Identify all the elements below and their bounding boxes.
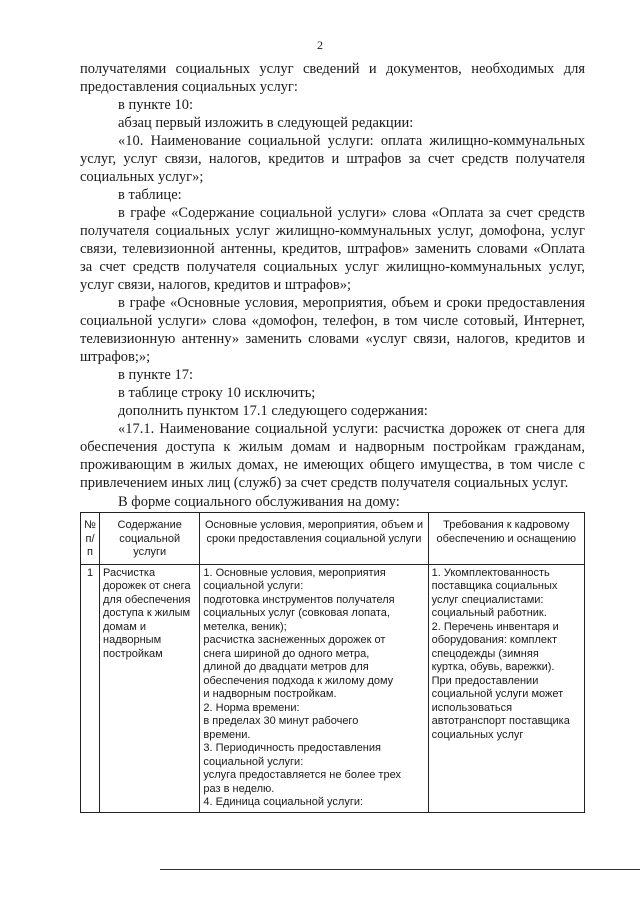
paragraph: получателями социальных услуг сведений и документов, необходимых для предоставления социальных услуг:: [80, 61, 585, 95]
cell-line: и надворным постройкам.: [203, 688, 337, 700]
cell-line: 2. Норма времени:: [203, 701, 300, 714]
cell-line: снега шириной до одного метра,: [203, 647, 370, 660]
cell-line: раз в неделю.: [203, 782, 275, 795]
header-num: № п/п: [81, 513, 100, 565]
cell-line: социальных услуг (совковая лопата,: [203, 607, 390, 619]
paragraph: дополнить пунктом 17.1 следующего содержания:: [118, 403, 428, 419]
paragraph: в графе «Содержание социальной услуги» слова «Оплата за счет средств получателя социальных услуг жилищно-коммунальных услуг, домофона, услуг связи, телевизионной антенны, кредитов, штрафов» заменить словами «Оплата за счет средств получателя социальных услуг жилищно-коммунальных услуг, услуг связи, налогов, кредитов и штрафов»;: [80, 205, 585, 293]
cell-line: услуга предоставляется не более трех: [203, 769, 401, 781]
cell-line: постройкам: [103, 647, 163, 660]
paragraph: «17.1. Наименование социальной услуги: расчистка дорожек от снега для обеспечения доступа к жилым домам и надворным постройкам гражданам, проживающим в жилых домах, не имеющих общего имущества, в том числе с привлечением иных лиц (служб) за счет средств получателя социальных услуг.: [80, 421, 585, 491]
cell-line: метелка, веник);: [203, 620, 287, 633]
cell-line: в пределах 30 минут рабочего: [203, 715, 359, 727]
cell-line: социальной услуги:: [203, 580, 304, 592]
cell-line: социальной услуги:: [203, 755, 304, 768]
cell-line: При предоставлении: [431, 674, 539, 687]
cell-line: социальный работник.: [431, 607, 547, 619]
paragraph: в пункте 10:: [118, 97, 194, 113]
cell-line: времени.: [203, 728, 251, 741]
cell-line: длиной до двадцати метров для: [203, 661, 369, 673]
cell-line: домам и: [103, 620, 146, 633]
cell-line: услуг специалистами:: [431, 593, 544, 606]
paragraph: в графе «Основные условия, мероприятия, объем и сроки предоставления социальной услуги» слова «домофон, телефон, в том числе сотовый, Интернет, телевизионную антенну» заменить словами «услуг связи, налогов, кредитов и штрафов;»;: [80, 295, 585, 365]
cell-line: куртка, обувь, варежки).: [431, 661, 555, 673]
cell-line: 1. Укомплектованность: [431, 566, 550, 579]
header-content: Содержание социальной услуги: [100, 513, 200, 565]
bottom-divider: [160, 869, 640, 870]
header-requirements: Требования к кадровому обеспечению и оснащению: [428, 513, 584, 565]
cell-line: социальных услуг: [431, 728, 524, 741]
form-heading: В форме социального обслуживания на дому:: [118, 494, 400, 510]
cell-requirements: [428, 564, 584, 812]
cell-line: 1. Основные условия, мероприятия: [203, 566, 386, 579]
table-header-row: [81, 513, 585, 565]
cell-line: обеспечения подхода к жилому дому: [203, 674, 394, 687]
cell-line: доступа к жилым: [103, 607, 191, 619]
header-conditions: Основные условия, мероприятия, объем и сроки предоставления социальной услуги: [200, 513, 428, 565]
cell-line: для обеспечения: [103, 593, 191, 606]
paragraph: в пункте 17:: [118, 367, 194, 383]
paragraph: «10. Наименование социальной услуги: оплата жилищно-коммунальных услуг, услуг связи, налогов, кредитов и штрафов за счет средств получателя социальных услуг»;: [80, 133, 585, 185]
table-row: [81, 564, 585, 812]
cell-line: социальной услуги может: [431, 688, 564, 700]
paragraph: абзац первый изложить в следующей редакции:: [118, 115, 414, 131]
document-body: [80, 60, 585, 492]
cell-line: дорожек от снега: [103, 580, 191, 592]
cell-line: 3. Периодичность предоставления: [203, 742, 381, 754]
cell-line: оборудования: комплект: [431, 634, 558, 646]
cell-line: 4. Единица социальной услуги:: [203, 796, 364, 808]
cell-conditions: [200, 564, 428, 812]
paragraph: в таблице:: [118, 187, 182, 203]
cell-line: подготовка инструментов получателя: [203, 593, 395, 606]
cell-num: 1: [81, 564, 100, 812]
cell-line: Расчистка: [103, 566, 156, 579]
cell-line: расчистка заснеженных дорожек от: [203, 634, 386, 646]
services-table: [80, 512, 585, 813]
cell-line: 2. Перечень инвентаря и: [431, 620, 559, 633]
cell-line: автотранспорт поставщика: [431, 715, 570, 727]
page-number: 2: [317, 38, 323, 52]
cell-line: спецодежды (зимняя: [431, 647, 539, 660]
cell-line: использоваться: [431, 701, 513, 714]
paragraph: в таблице строку 10 исключить;: [118, 385, 316, 401]
cell-line: надворным: [103, 634, 162, 646]
cell-line: поставщика социальных: [431, 580, 558, 592]
cell-content: [100, 564, 200, 812]
